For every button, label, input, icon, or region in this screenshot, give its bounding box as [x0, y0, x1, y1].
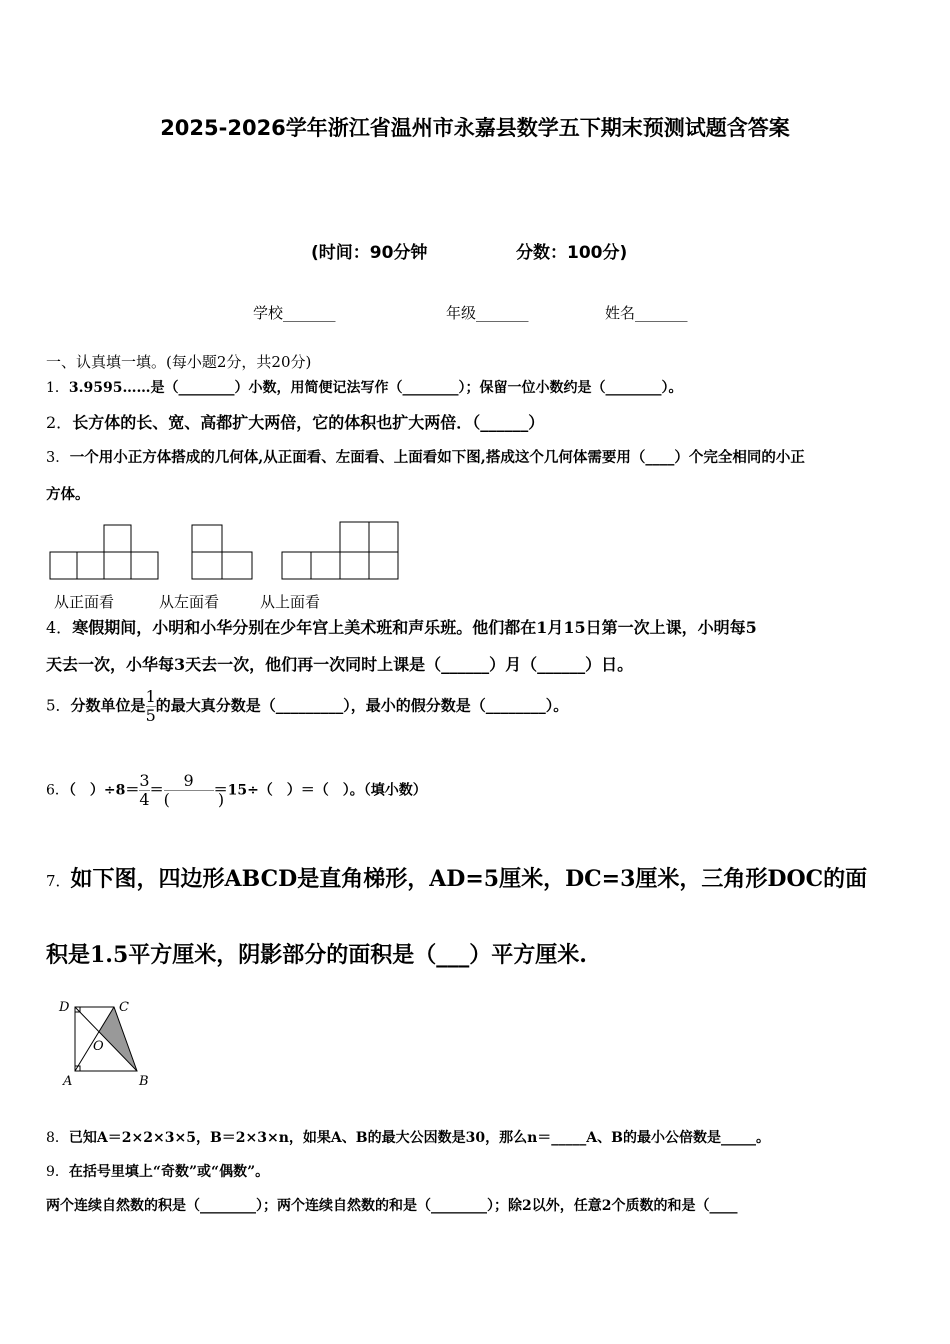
q3-line2: 方体。 [46, 486, 90, 503]
q-text: ＝15÷（ ）＝（ ）。（填小数） [213, 782, 427, 799]
q-text: 的最大真分数是（_________），最小的假分数是（________）。 [155, 696, 569, 715]
q-text: 如下图，四边形ABCD是直角梯形，AD=5厘米，DC=3厘米，三角形DOC的面 [70, 866, 868, 892]
q-number: 5． [46, 696, 71, 715]
q-text: 长方体的长、宽、高都扩大两倍，它的体积也扩大两倍．（______） [72, 413, 545, 432]
name-field: 姓名_______ [605, 304, 688, 322]
trapezoid-figure [55, 995, 155, 1090]
q-text: 已知A＝2×2×3×5，B＝2×3×n，如果A、B的最大公因数是30，那么n＝_____A、B的最小公倍数是_____。 [68, 1130, 770, 1146]
label-O: O [93, 1039, 104, 1054]
q-number: 2． [46, 413, 73, 432]
front-view-label: 从正面看 [54, 593, 115, 611]
three-views-figure [40, 515, 420, 585]
q-text: 一个用小正方体搭成的几何体,从正面看、左面看、上面看如下图,搭成这个几何体需要用（____）个完全相同的小正 [69, 449, 805, 466]
label-D: D [59, 1000, 70, 1015]
left-view-label: 从左面看 [159, 593, 220, 611]
exam-score: 分数：100分) [516, 243, 628, 263]
q-number: 1． [46, 380, 69, 396]
question-3 [46, 446, 805, 467]
fraction-nine-over-blank: $\frac{9}{( )}$ [163, 771, 225, 809]
top-view-label: 从上面看 [260, 593, 321, 611]
page-title: 2025-2026学年浙江省温州市永嘉县数学五下期末预测试题含答案 [160, 116, 790, 140]
q-number: 7． [46, 872, 71, 890]
grade-field: 年级_______ [446, 304, 529, 322]
label-A: A [63, 1074, 73, 1089]
q9-line2: 两个连续自然数的积是（________）；两个连续自然数的和是（________）；除2以外，任意2个质数的和是（____ [46, 1198, 738, 1214]
question-1 [46, 377, 683, 397]
q4-line2: 天去一次，小华每3天去一次，他们再一次同时上课是（______）月（______）日。 [46, 655, 634, 674]
q-number: 8． [46, 1130, 69, 1146]
q-text: 分数单位是 [70, 696, 146, 715]
question-4 [46, 615, 757, 638]
question-7 [46, 862, 867, 893]
question-6 [46, 772, 427, 809]
q-number: 4． [46, 618, 73, 637]
q7-line2: 积是1.5平方厘米，阴影部分的面积是（___）平方厘米. [46, 942, 587, 968]
exam-time: (时间：90分钟 [311, 243, 428, 263]
equals: ＝ [149, 782, 164, 799]
question-9 [46, 1161, 269, 1181]
question-2 [46, 410, 544, 433]
q-number: 6． [46, 782, 69, 799]
q-text: 3.9595……是（________）小数，用简便记法写作（________）；保留一位小数约是（________）。 [68, 380, 683, 396]
q-text: 寒假期间，小明和小华分别在少年宫上美术班和声乐班。他们都在1月15日第一次上课，小明每5 [72, 618, 757, 637]
q-text: （ ）÷8＝ [68, 782, 140, 799]
fraction-one-fifth: $\frac{1}{5}$ [145, 687, 156, 725]
section-heading: 一、认真填一填。(每小题2分，共20分) [46, 353, 312, 371]
q-number: 9． [46, 1164, 69, 1180]
question-5 [46, 688, 568, 725]
school-field: 学校_______ [253, 304, 336, 322]
q-text: 在括号里填上“奇数”或“偶数”。 [68, 1164, 270, 1180]
question-8 [46, 1127, 770, 1147]
label-B: B [139, 1074, 149, 1089]
fraction-three-quarters: $\frac{3}{4}$ [139, 771, 150, 809]
q-number: 3． [46, 450, 70, 466]
label-C: C [119, 1000, 129, 1015]
